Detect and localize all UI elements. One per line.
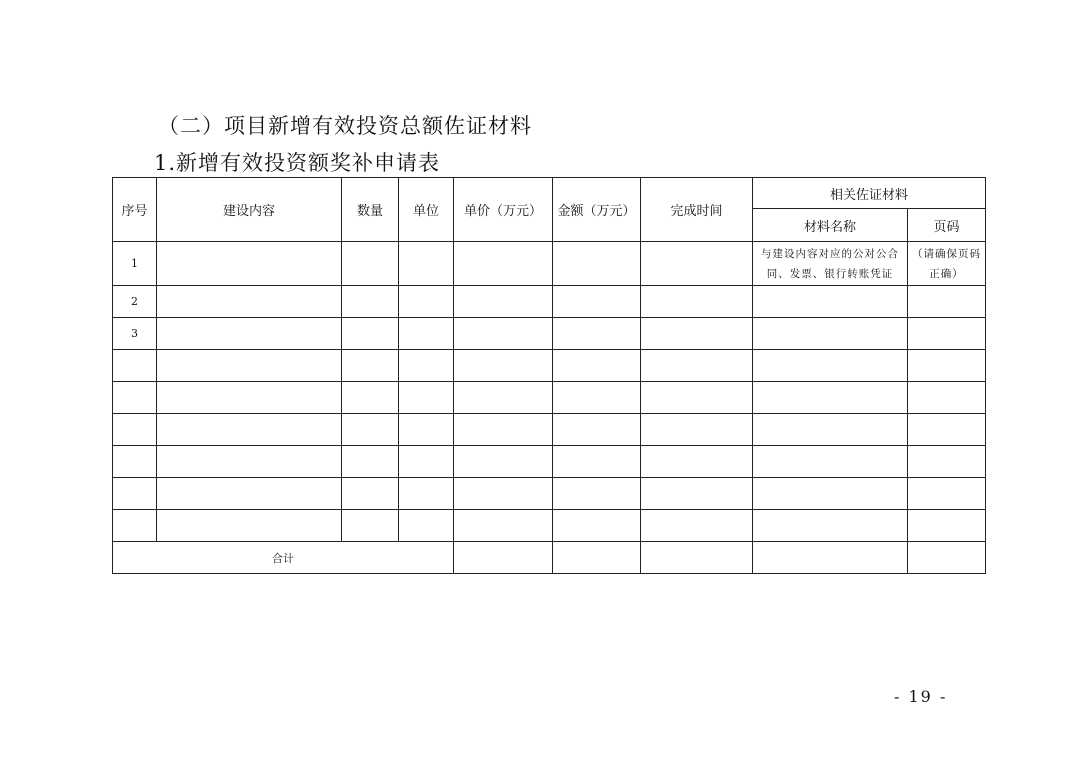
cell-completion-time[interactable] [641,446,753,478]
header-completion-time: 完成时间 [641,178,753,242]
total-cell[interactable] [753,542,908,574]
cell-amount[interactable] [553,350,641,382]
cell-completion-time[interactable] [641,414,753,446]
cell-unit[interactable] [399,350,454,382]
cell-unit[interactable] [399,242,454,286]
cell-seq [113,510,157,542]
cell-unit[interactable] [399,510,454,542]
cell-quantity[interactable] [342,242,399,286]
cell-seq: 1 [113,242,157,286]
cell-amount[interactable] [553,318,641,350]
cell-material-name[interactable]: 与建设内容对应的公对公合同、发票、银行转账凭证 [753,242,908,286]
cell-amount[interactable] [553,446,641,478]
cell-material-name[interactable] [753,318,908,350]
cell-quantity[interactable] [342,510,399,542]
cell-completion-time[interactable] [641,510,753,542]
cell-material-name[interactable] [753,286,908,318]
cell-page-code[interactable]: （请确保页码正确） [908,242,986,286]
form-title: 1.新增有效投资额奖补申请表 [154,151,441,175]
cell-seq [113,382,157,414]
total-cell[interactable] [908,542,986,574]
cell-amount[interactable] [553,382,641,414]
header-seq: 序号 [113,178,157,242]
cell-seq [113,446,157,478]
cell-unit[interactable] [399,286,454,318]
cell-content[interactable] [157,318,342,350]
total-cell[interactable] [641,542,753,574]
cell-page-code[interactable] [908,350,986,382]
cell-unit-price[interactable] [454,286,553,318]
cell-seq [113,350,157,382]
table-row [113,510,986,542]
cell-amount[interactable] [553,242,641,286]
header-evidence-group: 相关佐证材料 [753,178,986,209]
cell-material-name[interactable] [753,350,908,382]
cell-unit-price[interactable] [454,510,553,542]
cell-completion-time[interactable] [641,242,753,286]
cell-quantity[interactable] [342,478,399,510]
cell-seq: 3 [113,318,157,350]
table-row [113,478,986,510]
table-row [113,242,986,286]
header-quantity: 数量 [342,178,399,242]
cell-amount[interactable] [553,510,641,542]
table-body [113,242,986,542]
table-row [113,382,986,414]
cell-amount[interactable] [553,286,641,318]
cell-unit-price[interactable] [454,446,553,478]
cell-unit[interactable] [399,382,454,414]
cell-material-name[interactable] [753,478,908,510]
total-cell[interactable] [454,542,553,574]
cell-material-name[interactable] [753,446,908,478]
header-amount: 金额（万元） [553,178,641,242]
cell-quantity[interactable] [342,286,399,318]
total-cell[interactable] [553,542,641,574]
total-label: 合计 [113,542,454,574]
cell-content[interactable] [157,286,342,318]
cell-content[interactable] [157,350,342,382]
cell-content[interactable] [157,414,342,446]
cell-unit-price[interactable] [454,382,553,414]
cell-page-code[interactable] [908,318,986,350]
cell-page-code[interactable] [908,414,986,446]
cell-amount[interactable] [553,478,641,510]
cell-quantity[interactable] [342,318,399,350]
cell-content[interactable] [157,382,342,414]
cell-unit[interactable] [399,318,454,350]
cell-seq: 2 [113,286,157,318]
cell-material-name[interactable] [753,382,908,414]
cell-quantity[interactable] [342,414,399,446]
header-page-code: 页码 [908,209,986,242]
application-table [112,177,986,574]
cell-content[interactable] [157,242,342,286]
cell-completion-time[interactable] [641,478,753,510]
cell-material-name[interactable] [753,510,908,542]
cell-unit-price[interactable] [454,350,553,382]
cell-material-name[interactable] [753,414,908,446]
cell-completion-time[interactable] [641,350,753,382]
page-number: - 19 - [894,687,948,706]
cell-content[interactable] [157,510,342,542]
cell-content[interactable] [157,478,342,510]
cell-unit-price[interactable] [454,478,553,510]
cell-unit-price[interactable] [454,318,553,350]
cell-quantity[interactable] [342,350,399,382]
cell-unit[interactable] [399,414,454,446]
cell-quantity[interactable] [342,382,399,414]
table-row [113,318,986,350]
table-row [113,446,986,478]
cell-page-code[interactable] [908,446,986,478]
cell-page-code[interactable] [908,286,986,318]
cell-unit-price[interactable] [454,414,553,446]
cell-page-code[interactable] [908,478,986,510]
cell-unit-price[interactable] [454,242,553,286]
total-row [113,542,986,574]
cell-page-code[interactable] [908,510,986,542]
header-material-name: 材料名称 [753,209,908,242]
cell-seq [113,478,157,510]
table-row [113,350,986,382]
cell-amount[interactable] [553,414,641,446]
cell-completion-time[interactable] [641,286,753,318]
table-row [113,286,986,318]
cell-completion-time[interactable] [641,318,753,350]
header-unit: 单位 [399,178,454,242]
cell-unit[interactable] [399,478,454,510]
table-row [113,414,986,446]
header-content: 建设内容 [157,178,342,242]
cell-content[interactable] [157,446,342,478]
cell-page-code[interactable] [908,382,986,414]
cell-completion-time[interactable] [641,382,753,414]
header-unit-price: 单价（万元） [454,178,553,242]
cell-quantity[interactable] [342,446,399,478]
cell-seq [113,414,157,446]
section-heading: （二）项目新增有效投资总额佐证材料 [158,114,532,138]
cell-unit[interactable] [399,446,454,478]
